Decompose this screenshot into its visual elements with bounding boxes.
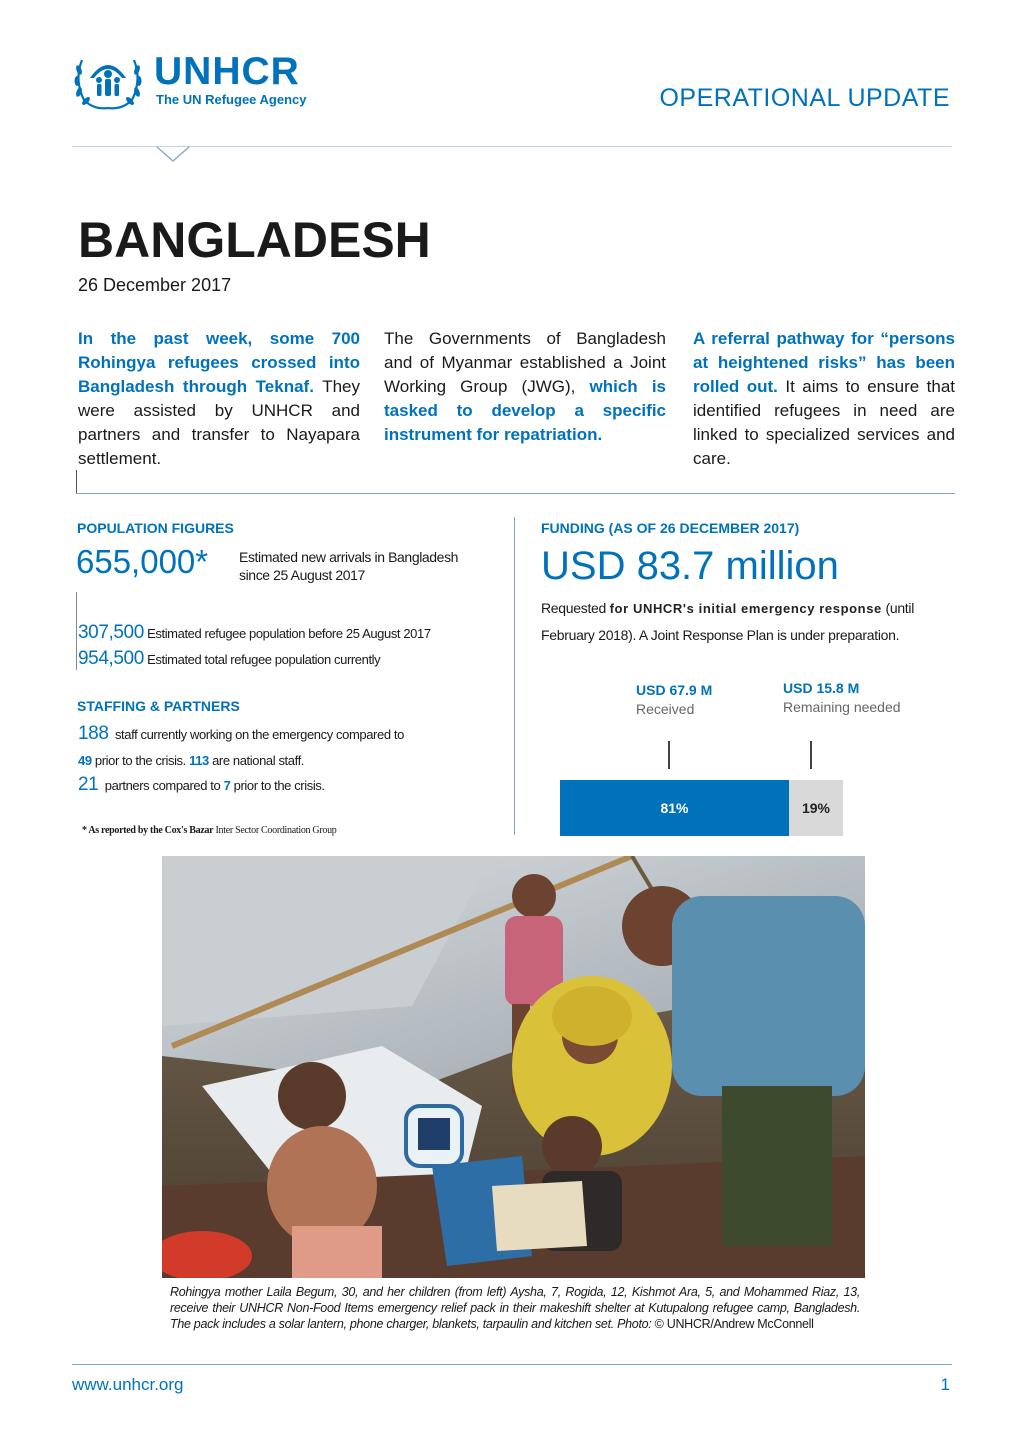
staff-text: staff currently working on the emergency compared to (114, 727, 404, 742)
received-pct-label: 81% (660, 800, 689, 816)
population-row-1 (78, 622, 431, 645)
funding-description (541, 595, 951, 648)
chevron-down-icon (156, 146, 190, 164)
document-type: OPERATIONAL UPDATE (659, 84, 950, 112)
population-row-1-desc: Estimated refugee population before 25 August 2017 (147, 626, 431, 641)
population-row-2-desc: Estimated total refugee population currently (147, 652, 381, 667)
header-divider (72, 146, 952, 147)
highlight-3-bold: A referral pathway for “persons at heightened risks” has been rolled out. (693, 329, 955, 396)
staffing-row-2 (78, 750, 304, 772)
prior-staff-text: prior to the crisis. (94, 753, 186, 768)
funding-total: USD 83.7 million (541, 544, 839, 588)
funding-bar (560, 780, 843, 836)
remaining-value: USD 15.8 M (783, 680, 860, 696)
footer-divider (72, 1364, 952, 1365)
page-title: BANGLADESH (78, 212, 431, 268)
photo-illustration (162, 856, 865, 1278)
received-label: Received (636, 701, 695, 717)
population-heading: POPULATION FIGURES (77, 520, 234, 536)
highlight-2 (384, 327, 666, 447)
partners-text: partners compared to (104, 778, 221, 793)
highlight-2-bold: which is tasked to develop a specific instrument for repatriation. (384, 377, 666, 444)
report-date: 26 December 2017 (78, 275, 232, 295)
population-row-2-value: 954,500 (78, 648, 144, 669)
footnote-bold: * As reported by the Cox's Bazar (82, 825, 214, 836)
received-value: USD 67.9 M (636, 682, 713, 698)
staffing-row-1 (78, 723, 404, 746)
population-divider (76, 592, 77, 670)
funding-heading: FUNDING (AS OF 26 DECEMBER 2017) (541, 520, 800, 536)
national-staff-count: 113 (189, 753, 209, 768)
caption-text: Rohingya mother Laila Begum, 30, and her children (from left) Aysha, 7, Rogida, 12, Kishmot Ara, 5, and Mohammed Riaz, 13, receive their UNHCR Non-Food Items emergency relief pack in their makeshift shelter at Kutupalong refugee camp, Bangladesh. The pack includes a solar lantern, phone charger, blankets, tarpaulin and kitchen set. Photo: (170, 1285, 860, 1331)
column-divider (514, 517, 515, 835)
highlight-2-text: The Governments of Bangladesh and of Myanmar established a Joint Working Group (JWG), (384, 329, 666, 396)
highlight-3-text: It aims to ensure that identified refugees in need are linked to specialized services and care. (693, 377, 955, 468)
population-row-1-value: 307,500 (78, 622, 144, 643)
highlight-1 (78, 327, 360, 471)
staff-count: 188 (78, 723, 109, 744)
footnote-text: Inter Sector Coordination Group (213, 825, 337, 836)
highlight-1-text: They were assisted by UNHCR and partners and transfer to Nayapara settlement. (78, 377, 360, 468)
prior-partners-count: 7 (223, 778, 231, 793)
prior-staff-count: 49 (78, 753, 92, 768)
funding-desc-pre: Requested (541, 600, 607, 616)
population-main-value: 655,000* (76, 543, 209, 580)
staffing-heading: STAFFING & PARTNERS (77, 698, 240, 714)
funding-bar-received (560, 780, 789, 836)
prior-partners-text: prior to the crisis. (233, 778, 325, 793)
remaining-label: Remaining needed (783, 699, 901, 715)
refugee-family-photo (162, 856, 865, 1278)
unhcr-emblem-icon (72, 48, 144, 112)
footnote (82, 825, 336, 836)
staffing-row-3 (78, 774, 325, 797)
highlight-1-bold: In the past week, some 700 Rohingya refugees crossed into Bangladesh through Teknaf. (78, 329, 360, 396)
photo-caption (170, 1284, 860, 1332)
funding-desc-spaced: for UNHCR's initial emergency response (609, 601, 882, 616)
population-row-2 (78, 648, 380, 671)
population-main-desc: Estimated new arrivals in Bangladesh since 25 August 2017 (239, 549, 459, 583)
funding-desc-post: (until February 2018). A Joint Response Plan is under preparation. (541, 600, 915, 643)
section-divider (76, 493, 955, 494)
unhcr-logo (72, 48, 342, 112)
page-number: 1 (940, 1375, 950, 1394)
national-staff-text: are national staff. (212, 753, 304, 768)
remaining-pct-label: 19% (801, 800, 831, 816)
footer-website-link[interactable]: www.unhcr.org (72, 1375, 184, 1394)
divider-tick (76, 470, 77, 494)
partners-count: 21 (78, 774, 99, 795)
received-tick (668, 741, 670, 769)
funding-bar-remaining (789, 780, 843, 836)
remaining-tick (810, 741, 812, 769)
org-name: UNHCR (154, 50, 300, 93)
highlight-3 (693, 327, 955, 471)
org-tagline: The UN Refugee Agency (156, 92, 307, 107)
photo-credit: © UNHCR/Andrew McConnell (654, 1317, 814, 1331)
